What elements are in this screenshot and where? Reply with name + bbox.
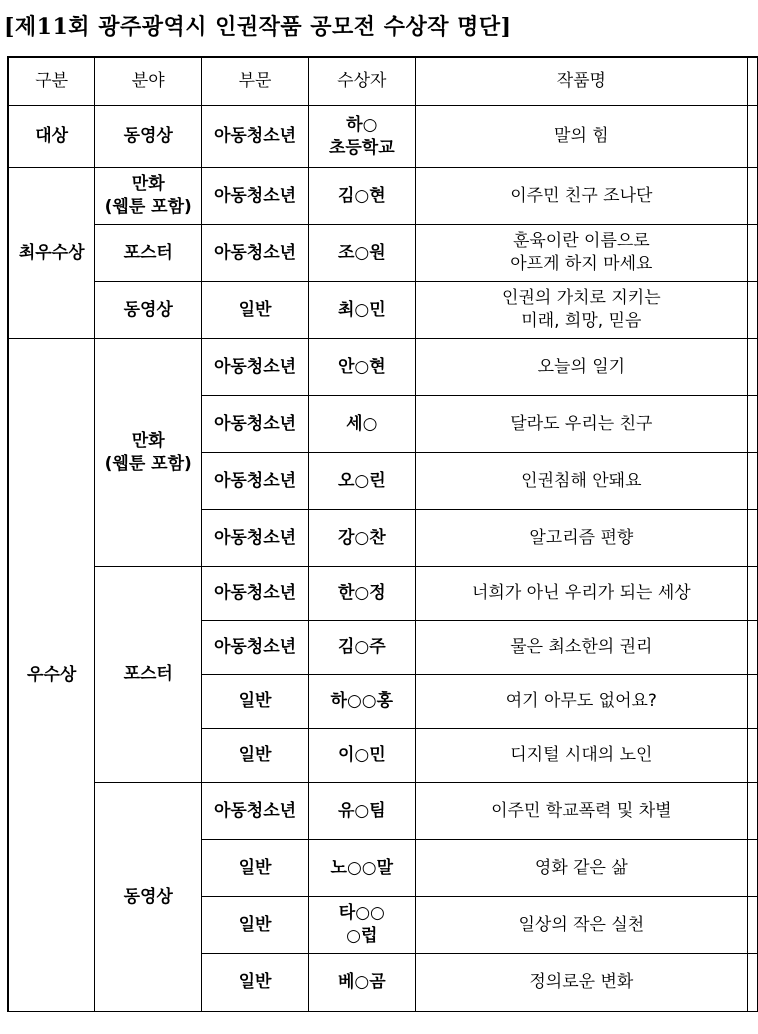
work-title-cell: 훈육이란 이름으로 아프게 하지 마세요 (415, 225, 747, 282)
award-category-cell: 대상 (8, 106, 95, 168)
winner-cell: 하○ 초등학교 (308, 106, 415, 168)
table-header-row (8, 57, 758, 106)
field-cell: 동영상 (95, 106, 202, 168)
work-title-cell: 물은 최소한의 권리 (415, 621, 747, 675)
division-cell: 아동청소년 (202, 225, 309, 282)
extra-cell (747, 729, 757, 783)
winner-cell: 이○민 (308, 729, 415, 783)
division-cell: 일반 (202, 282, 309, 339)
table-row (8, 339, 758, 396)
extra-cell (747, 954, 757, 1012)
work-title-cell: 말의 힘 (415, 106, 747, 168)
work-title-cell: 이주민 학교폭력 및 차별 (415, 783, 747, 840)
extra-cell (747, 168, 757, 225)
extra-cell (747, 675, 757, 729)
table-row (8, 106, 758, 168)
division-cell: 아동청소년 (202, 783, 309, 840)
division-cell: 아동청소년 (202, 168, 309, 225)
header-extra (747, 57, 757, 106)
extra-cell (747, 510, 757, 567)
work-title-cell: 여기 아무도 없어요? (415, 675, 747, 729)
division-cell: 아동청소년 (202, 510, 309, 567)
division-cell: 아동청소년 (202, 339, 309, 396)
extra-cell (747, 453, 757, 510)
division-cell: 아동청소년 (202, 453, 309, 510)
winner-cell: 조○원 (308, 225, 415, 282)
extra-cell (747, 783, 757, 840)
work-title-cell: 인권침해 안돼요 (415, 453, 747, 510)
extra-cell (747, 339, 757, 396)
field-cell: 만화 (웹툰 포함) (95, 168, 202, 225)
work-title-cell: 오늘의 일기 (415, 339, 747, 396)
field-cell: 동영상 (95, 783, 202, 1012)
winner-cell: 김○주 (308, 621, 415, 675)
work-title-cell: 디지털 시대의 노인 (415, 729, 747, 783)
division-cell: 일반 (202, 897, 309, 954)
award-category-cell: 최우수상 (8, 168, 95, 339)
division-cell: 일반 (202, 840, 309, 897)
winner-cell: 베○곰 (308, 954, 415, 1012)
work-title-cell: 달라도 우리는 친구 (415, 396, 747, 453)
winner-cell: 유○팀 (308, 783, 415, 840)
winner-cell: 한○정 (308, 567, 415, 621)
extra-cell (747, 225, 757, 282)
header-winner: 수상자 (308, 57, 415, 106)
winner-cell: 하○○홍 (308, 675, 415, 729)
extra-cell (747, 106, 757, 168)
work-title-cell: 인권의 가치로 지키는 미래, 희망, 믿음 (415, 282, 747, 339)
field-cell: 포스터 (95, 225, 202, 282)
work-title-cell: 이주민 친구 조나단 (415, 168, 747, 225)
header-work: 작품명 (415, 57, 747, 106)
division-cell: 아동청소년 (202, 106, 309, 168)
winner-cell: 세○ (308, 396, 415, 453)
division-cell: 아동청소년 (202, 621, 309, 675)
winner-cell: 노○○말 (308, 840, 415, 897)
header-category: 구분 (8, 57, 95, 106)
extra-cell (747, 567, 757, 621)
winner-cell: 강○찬 (308, 510, 415, 567)
division-cell: 아동청소년 (202, 396, 309, 453)
extra-cell (747, 897, 757, 954)
page-title: [제11회 광주광역시 인권작품 공모전 수상작 명단] (4, 14, 512, 40)
division-cell: 일반 (202, 729, 309, 783)
field-cell: 만화 (웹툰 포함) (95, 339, 202, 567)
award-winners-table (7, 56, 758, 1012)
table-row (8, 282, 758, 339)
table-row (8, 168, 758, 225)
winner-cell: 안○현 (308, 339, 415, 396)
extra-cell (747, 621, 757, 675)
field-cell: 동영상 (95, 282, 202, 339)
division-cell: 일반 (202, 954, 309, 1012)
winner-cell: 타○○ ○럽 (308, 897, 415, 954)
extra-cell (747, 282, 757, 339)
table-row (8, 225, 758, 282)
extra-cell (747, 840, 757, 897)
work-title-cell: 너희가 아닌 우리가 되는 세상 (415, 567, 747, 621)
winner-cell: 오○린 (308, 453, 415, 510)
work-title-cell: 정의로운 변화 (415, 954, 747, 1012)
work-title-cell: 알고리즘 편향 (415, 510, 747, 567)
work-title-cell: 일상의 작은 실천 (415, 897, 747, 954)
winner-cell: 김○현 (308, 168, 415, 225)
table-row (8, 567, 758, 621)
field-cell: 포스터 (95, 567, 202, 783)
award-category-cell: 우수상 (8, 339, 95, 1012)
division-cell: 아동청소년 (202, 567, 309, 621)
header-division: 부문 (202, 57, 309, 106)
winner-cell: 최○민 (308, 282, 415, 339)
extra-cell (747, 396, 757, 453)
division-cell: 일반 (202, 675, 309, 729)
table-row (8, 783, 758, 840)
header-field: 분야 (95, 57, 202, 106)
work-title-cell: 영화 같은 삶 (415, 840, 747, 897)
